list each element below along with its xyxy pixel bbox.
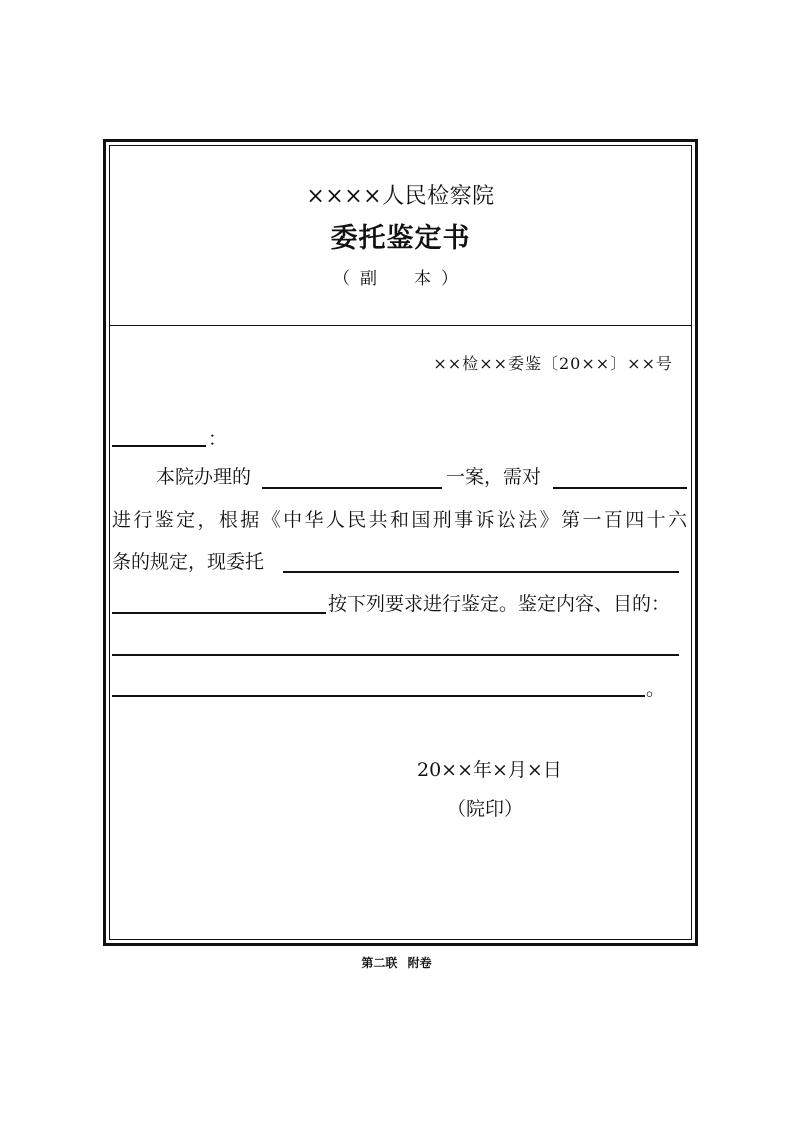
issue-date: 20××年×月×日 (417, 759, 562, 781)
case-name-blank[interactable] (262, 487, 442, 489)
appraisal-object-blank[interactable] (553, 487, 687, 489)
copy-type-label: （副 本） (333, 269, 468, 289)
procuratorate-name: ××××人民检察院 (306, 184, 495, 209)
document-inner-border (109, 145, 692, 940)
case-intro-text: 本院办理的 (156, 466, 252, 488)
appraisal-content-blank-2[interactable] (112, 695, 645, 697)
addressee-colon: ： (208, 428, 228, 450)
footer-part: 第二联 (361, 956, 398, 970)
end-period: 。 (646, 678, 666, 700)
case-need-text: 一案，需对 (446, 466, 542, 488)
header-divider (110, 325, 691, 326)
procuratorate-seal: （院印） (447, 798, 524, 820)
footer-label: 附卷 (407, 956, 432, 970)
copy-footer (0, 954, 793, 971)
document-frame (103, 139, 698, 946)
document-number: ××检××委鉴〔20××〕××号 (433, 354, 673, 373)
entrusted-party-blank[interactable] (283, 571, 679, 573)
entrusted-party-blank-continued[interactable] (112, 612, 326, 614)
requirements-text: 按下列要求进行鉴定。鉴定内容、目的： (328, 593, 671, 615)
entrust-text: 条的规定，现委托 (112, 551, 265, 573)
addressee-blank[interactable] (112, 445, 206, 447)
legal-basis-text: 进行鉴定，根据《中华人民共和国刑事诉讼法》第一百四十六 (112, 509, 687, 531)
document-title: 委托鉴定书 (330, 223, 471, 254)
appraisal-content-blank-1[interactable] (112, 654, 679, 656)
